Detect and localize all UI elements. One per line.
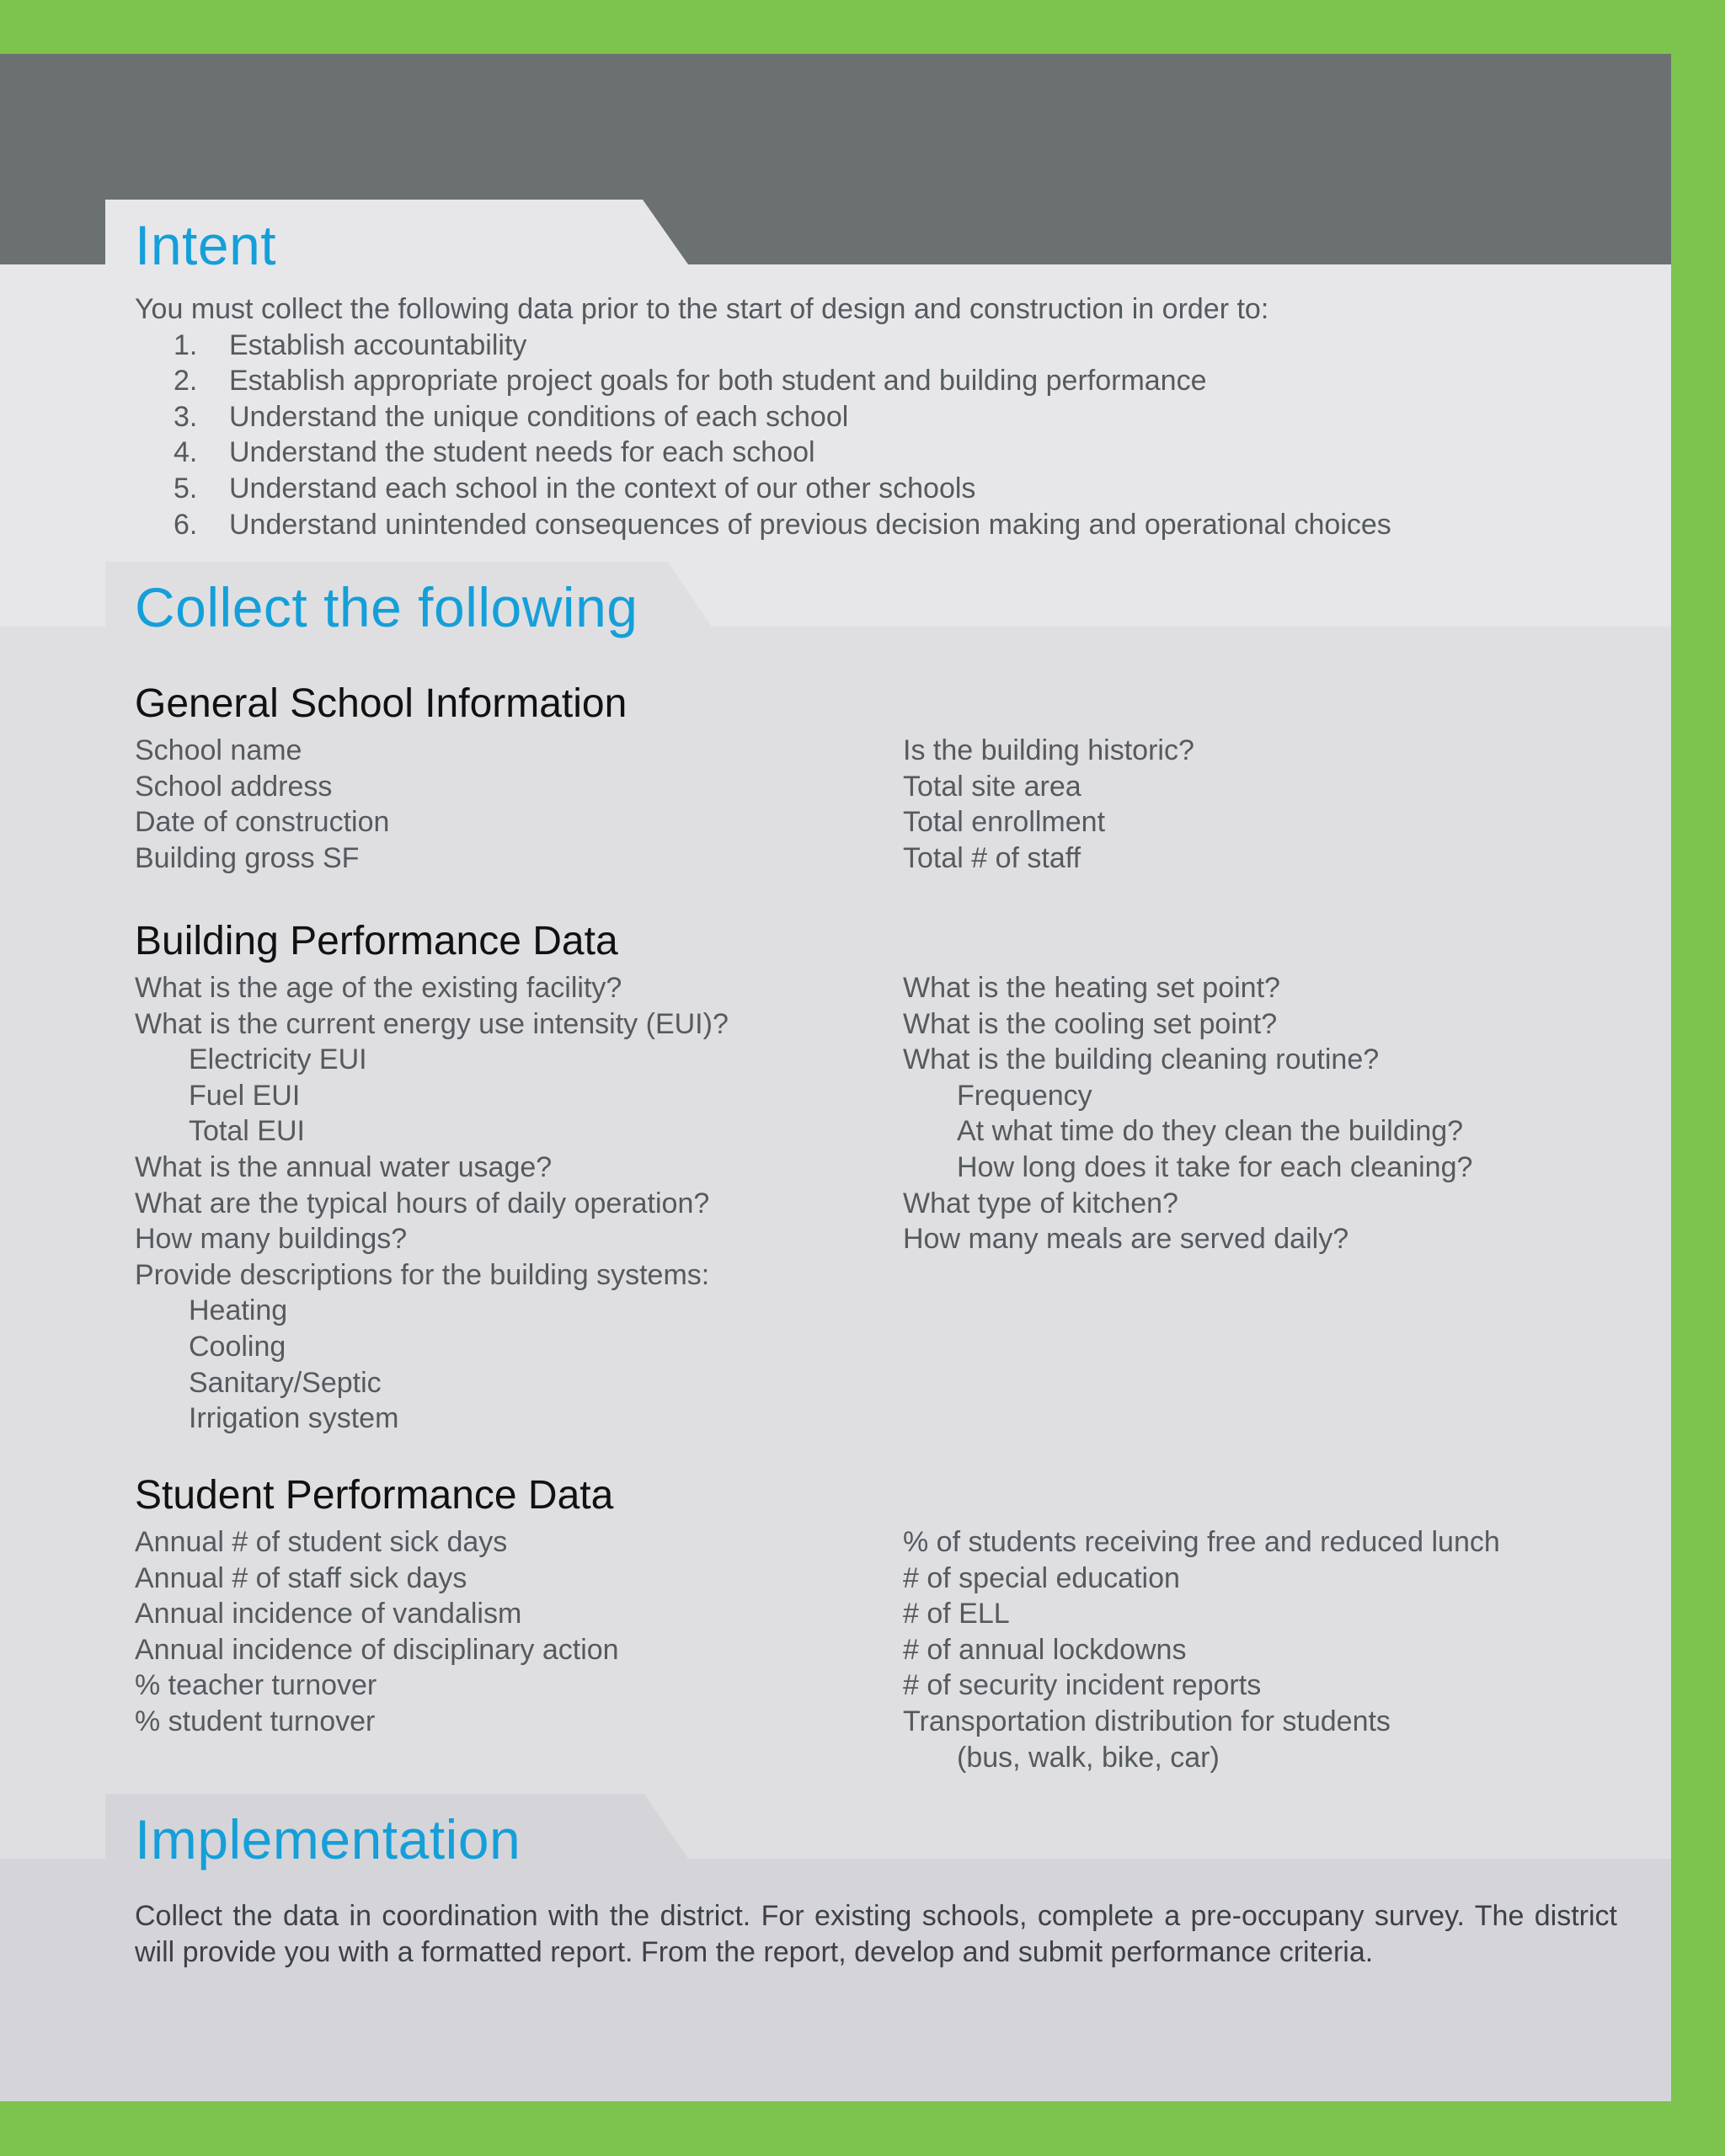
data-sub-item: How long does it take for each cleaning? bbox=[957, 1150, 1473, 1183]
general-info-left-column bbox=[135, 733, 389, 876]
data-item: Annual # of student sick days bbox=[135, 1526, 508, 1558]
building-performance-heading: Building Performance Data bbox=[135, 919, 618, 963]
intent-item-text: Understand each school in the context of our other schools bbox=[229, 472, 976, 504]
data-item: Provide descriptions for the building systems: bbox=[135, 1258, 710, 1291]
data-item: # of annual lockdowns bbox=[903, 1633, 1187, 1666]
data-item: What is the current energy use intensity (EUI)? bbox=[135, 1007, 729, 1040]
data-item: What is the annual water usage? bbox=[135, 1150, 553, 1183]
data-item: What are the typical hours of daily operation? bbox=[135, 1187, 710, 1219]
data-sub-item: Irrigation system bbox=[189, 1402, 399, 1435]
collect-title: Collect the following bbox=[135, 576, 638, 638]
data-item: Annual incidence of vandalism bbox=[135, 1598, 522, 1630]
data-item: What is the building cleaning routine? bbox=[903, 1043, 1380, 1076]
data-item: Annual # of staff sick days bbox=[135, 1561, 467, 1594]
intent-item-number: 6. bbox=[174, 508, 198, 541]
intent-tab bbox=[105, 200, 695, 276]
data-sub-item: Frequency bbox=[957, 1079, 1092, 1112]
intent-list-item bbox=[135, 471, 1634, 507]
building-performance-left-column bbox=[135, 970, 729, 1437]
data-item: School address bbox=[135, 770, 333, 803]
student-performance-heading: Student Performance Data bbox=[135, 1473, 614, 1518]
intent-item-text: Establish accountability bbox=[229, 328, 527, 361]
general-info-right-column bbox=[903, 733, 1194, 876]
data-item: School name bbox=[135, 734, 302, 766]
data-item: Total enrollment bbox=[903, 806, 1106, 839]
data-item: What is the cooling set point? bbox=[903, 1007, 1278, 1040]
building-performance-right-column bbox=[903, 970, 1472, 1257]
implementation-section-background bbox=[0, 1859, 1671, 2101]
data-item: % teacher turnover bbox=[135, 1669, 377, 1702]
data-sub-item: At what time do they clean the building? bbox=[957, 1115, 1464, 1148]
intent-item-number: 4. bbox=[174, 436, 198, 469]
data-item: # of special education bbox=[903, 1561, 1180, 1594]
data-item: # of security incident reports bbox=[903, 1669, 1262, 1702]
data-sub-item: Heating bbox=[189, 1294, 288, 1327]
data-sub-item: (bus, walk, bike, car) bbox=[957, 1741, 1220, 1774]
data-sub-item: Total EUI bbox=[189, 1115, 305, 1148]
intent-title: Intent bbox=[135, 214, 277, 276]
data-sub-item: Electricity EUI bbox=[189, 1043, 367, 1076]
data-item: What is the heating set point? bbox=[903, 972, 1280, 1004]
data-item: Is the building historic? bbox=[903, 734, 1194, 766]
data-item: # of ELL bbox=[903, 1598, 1010, 1630]
intent-list-item bbox=[135, 435, 1634, 471]
data-sub-item: Cooling bbox=[189, 1330, 286, 1363]
intent-item-text: Establish appropriate project goals for both student and building performance bbox=[229, 365, 1207, 398]
intent-item-number: 1. bbox=[174, 328, 198, 361]
intent-list-item bbox=[135, 399, 1634, 435]
data-item: What type of kitchen? bbox=[903, 1187, 1178, 1219]
data-item: % of students receiving free and reduced lunch bbox=[903, 1526, 1500, 1558]
intent-list-item bbox=[135, 363, 1634, 399]
data-item: Building gross SF bbox=[135, 841, 360, 874]
implementation-title: Implementation bbox=[135, 1808, 521, 1870]
implementation-text: Collect the data in coordination with the district. For existing schools, complete a pre-occupany survey. The district will provide you with a formatted report. From the report, develop and submit performance criteria. bbox=[135, 1900, 1617, 1968]
data-item: What is the age of the existing facility? bbox=[135, 972, 622, 1004]
data-item: % student turnover bbox=[135, 1705, 376, 1737]
intent-lead: You must collect the following data prior to the start of design and construction in order to: bbox=[135, 293, 1269, 325]
intent-list bbox=[135, 328, 1634, 543]
data-item: Total site area bbox=[903, 770, 1081, 803]
collect-tab bbox=[105, 562, 720, 638]
data-sub-item: Sanitary/Septic bbox=[189, 1366, 382, 1399]
data-item: How many buildings? bbox=[135, 1223, 408, 1256]
intent-list-item bbox=[135, 328, 1634, 364]
intent-body bbox=[135, 291, 1634, 542]
implementation-tab bbox=[105, 1794, 695, 1870]
data-item: Annual incidence of disciplinary action bbox=[135, 1633, 619, 1666]
intent-item-text: Understand unintended consequences of previous decision making and operational choices bbox=[229, 508, 1391, 541]
intent-item-number: 5. bbox=[174, 472, 198, 504]
general-info-heading: General School Information bbox=[135, 681, 628, 726]
intent-item-number: 3. bbox=[174, 400, 198, 433]
intent-item-number: 2. bbox=[174, 365, 198, 398]
intent-item-text: Understand the unique conditions of each school bbox=[229, 400, 849, 433]
student-performance-right-column bbox=[903, 1524, 1500, 1775]
data-item: Date of construction bbox=[135, 806, 390, 839]
data-sub-item: Fuel EUI bbox=[189, 1079, 301, 1112]
intent-list-item bbox=[135, 507, 1634, 543]
intent-item-text: Understand the student needs for each school bbox=[229, 436, 815, 469]
data-item: Transportation distribution for students bbox=[903, 1705, 1391, 1737]
data-item: How many meals are served daily? bbox=[903, 1223, 1349, 1256]
student-performance-left-column bbox=[135, 1524, 619, 1740]
data-item: Total # of staff bbox=[903, 841, 1081, 874]
